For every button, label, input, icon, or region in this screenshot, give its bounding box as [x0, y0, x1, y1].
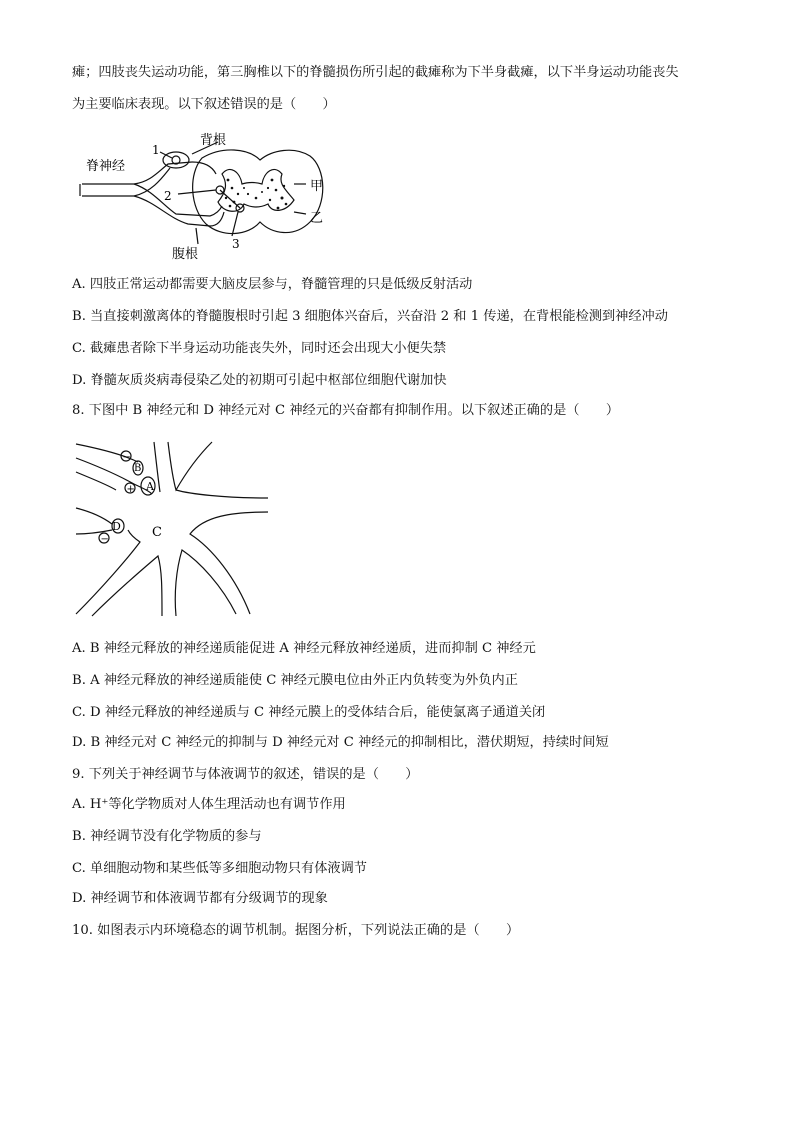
spinal-cord-outline — [193, 150, 323, 234]
dorsal-root-ganglion — [163, 152, 189, 168]
q8-option-b: B. A 神经元释放的神经递质能使 C 神经元膜电位由外正内负转变为外负内正 — [72, 673, 518, 688]
sign-minus-b: − — [122, 452, 131, 463]
spinal-nerve-trunk — [82, 184, 134, 196]
fig-label-b: B — [134, 463, 142, 474]
spinal-cord-figure — [72, 128, 332, 262]
dorsal-root-path — [134, 162, 192, 184]
neuron-figure — [72, 438, 272, 620]
label-ventral-root: 腹根 — [172, 247, 199, 262]
d-neuron-axon — [76, 508, 112, 524]
q9-option-a: A. H⁺等化学物质对人体生理活动也有调节作用 — [72, 797, 346, 812]
q7-option-a: A. 四肢正常运动都需要大脑皮层参与，脊髓管理的只是低级反射活动 — [72, 277, 473, 292]
label-yi: 乙 — [310, 211, 324, 226]
q8-option-c: C. D 神经元释放的神经递质与 C 神经元膜上的受体结合后，能使氯离子通道关闭 — [72, 705, 546, 720]
q7-option-d: D. 脊髓灰质炎病毒侵染乙处的初期可引起中枢部位细胞代谢加快 — [72, 373, 447, 388]
q9-option-d: D. 神经调节和体液调节都有分级调节的现象 — [72, 891, 328, 906]
q7-option-c: C. 截瘫患者除下半身运动功能丧失外，同时还会出现大小便失禁 — [72, 341, 447, 356]
intro-line-1: 瘫；四肢丧失运动功能，第三胸椎以下的脊髓损伤所引起的截瘫称为下半身截瘫，以下半身运动功能丧失 — [72, 65, 679, 80]
q8-stem: 8. 下图中 B 神经元和 D 神经元对 C 神经元的兴奋都有抑制作用。以下叙述正确的是（ ） — [72, 403, 620, 418]
fig-label-a: A — [146, 480, 154, 493]
q9-stem: 9. 下列关于神经调节与体液调节的叙述，错误的是（ ） — [72, 767, 419, 782]
label-3: 3 — [232, 237, 240, 251]
q8-option-a: A. B 神经元释放的神经递质能促进 A 神经元释放神经递质，进而抑制 C 神经元 — [72, 641, 536, 656]
sign-minus-d: − — [100, 534, 109, 545]
label-2: 2 — [164, 189, 172, 203]
fig-label-c: C — [152, 525, 162, 540]
q7-option-b: B. 当直接刺激离体的脊髓腹根时引起 3 细胞体兴奋后，兴奋沿 2 和 1 传递，在背根能检测到神经冲动 — [72, 309, 668, 324]
q8-option-d: D. B 神经元对 C 神经元的抑制与 D 神经元对 C 神经元的抑制相比，潜伏期短，持续时间短 — [72, 735, 609, 750]
label-jia: 甲 — [310, 179, 324, 194]
label-dorsal-root: 背根 — [200, 133, 227, 148]
q10-stem: 10. 如图表示内环境稳态的调节机制。据图分析，下列说法正确的是（ ） — [72, 923, 520, 938]
grey-matter-speckles — [225, 179, 287, 210]
sign-plus-a: + — [126, 484, 135, 495]
label-1: 1 — [152, 143, 160, 157]
fig-label-d: D — [112, 520, 121, 533]
q9-option-b: B. 神经调节没有化学物质的参与 — [72, 829, 262, 844]
q9-option-c: C. 单细胞动物和某些低等多细胞动物只有体液调节 — [72, 861, 367, 876]
label-spinal-nerve: 脊神经 — [86, 159, 126, 174]
intro-line-2: 为主要临床表现。以下叙述错误的是（ ） — [72, 97, 336, 112]
c-neuron-top — [168, 442, 212, 490]
